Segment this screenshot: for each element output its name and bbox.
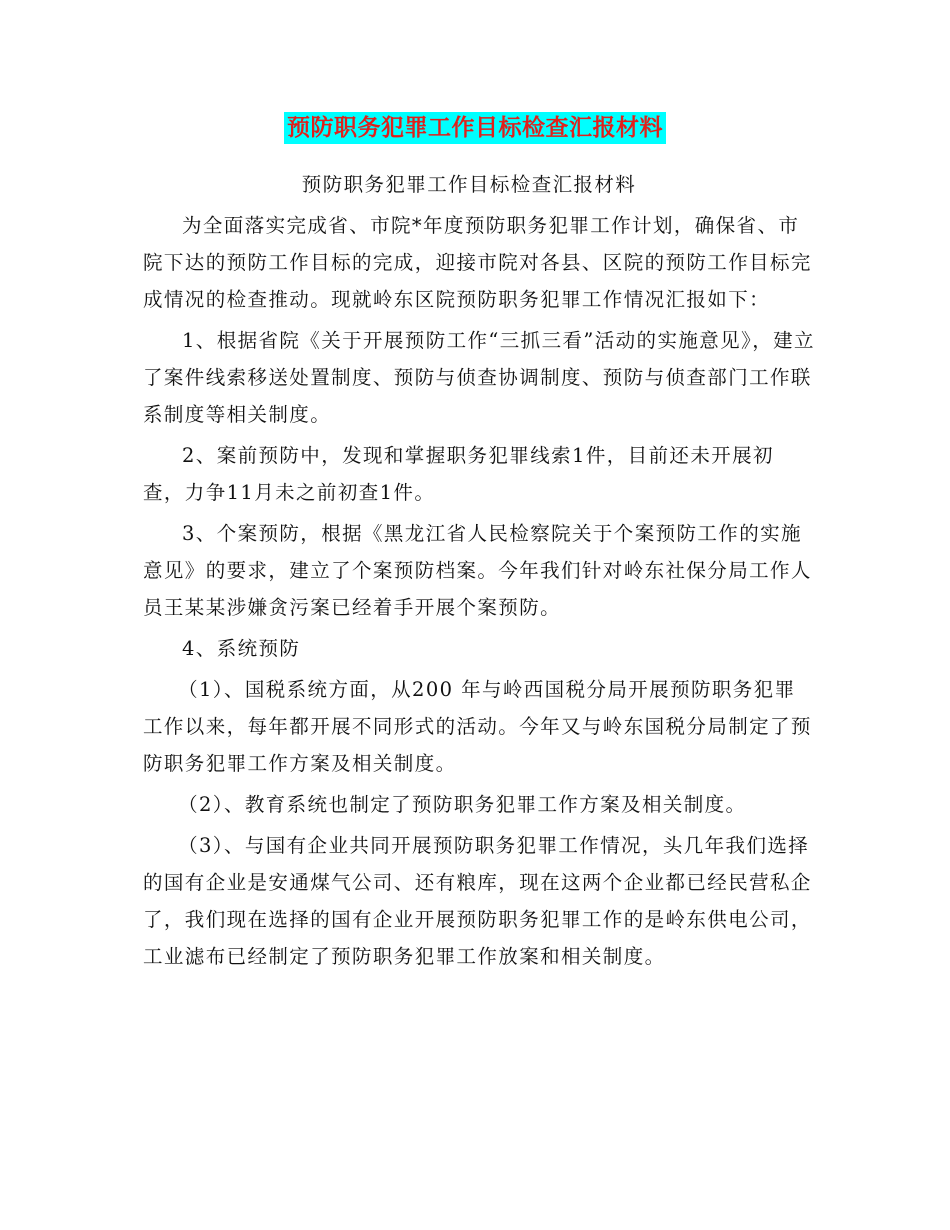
paragraph-sub-3: （3）、与国有企业共同开展预防职务犯罪工作情况，头几年我们选择的国有企业是安通煤气公司、还有粮库，现在这两个企业都已经民营私企了，我们现在选择的国有企业开展预防职务犯罪工作的是岭东供电公司，工业滤布已经制定了预防职务犯罪工作放案和相关制度。 [143, 834, 812, 968]
paragraph-sub-2: （2）、教育系统也制定了预防职务犯罪工作方案及相关制度。 [178, 793, 747, 816]
paragraph-item-1: 1、根据省院《关于开展预防工作“三抓三看”活动的实施意见》，建立了案件线索移送处置制度、预防与侦查协调制度、预防与侦查部门工作联系制度等相关制度。 [143, 329, 815, 426]
document-body [143, 166, 815, 979]
document-title: 预防职务犯罪工作目标检查汇报材料 [284, 112, 666, 144]
paragraph-sub-1: （1）、国税系统方面，从200 年与岭西国税分局开展预防职务犯罪工作以来，每年都开展不同形式的活动。今年又与岭东国税分局制定了预防职务犯罪工作方案及相关制度。 [143, 678, 812, 775]
paragraph-intro: 为全面落实完成省、市院*年度预防职务犯罪工作计划，确保省、市院下达的预防工作目标的完成，迎接市院对各县、区院的预防工作目标完成情况的检查推动。现就岭东区院预防职务犯罪工作情况汇报如下： [143, 214, 812, 311]
paragraph-item-4: 4、系统预防 [182, 637, 301, 660]
paragraph-item-3: 3、个案预防，根据《黑龙江省人民检察院关于个案预防工作的实施意见》的要求，建立了个案预防档案。今年我们针对岭东社保分局工作人员王某某涉嫌贪污案已经着手开展个案预防。 [143, 522, 812, 619]
paragraph-item-2: 2、案前预防中，发现和掌握职务犯罪线索1件，目前还未开展初查，力争11月未之前初查1件。 [143, 444, 774, 504]
document-title-container [0, 112, 950, 144]
document-subtitle: 预防职务犯罪工作目标检查汇报材料 [301, 173, 637, 196]
